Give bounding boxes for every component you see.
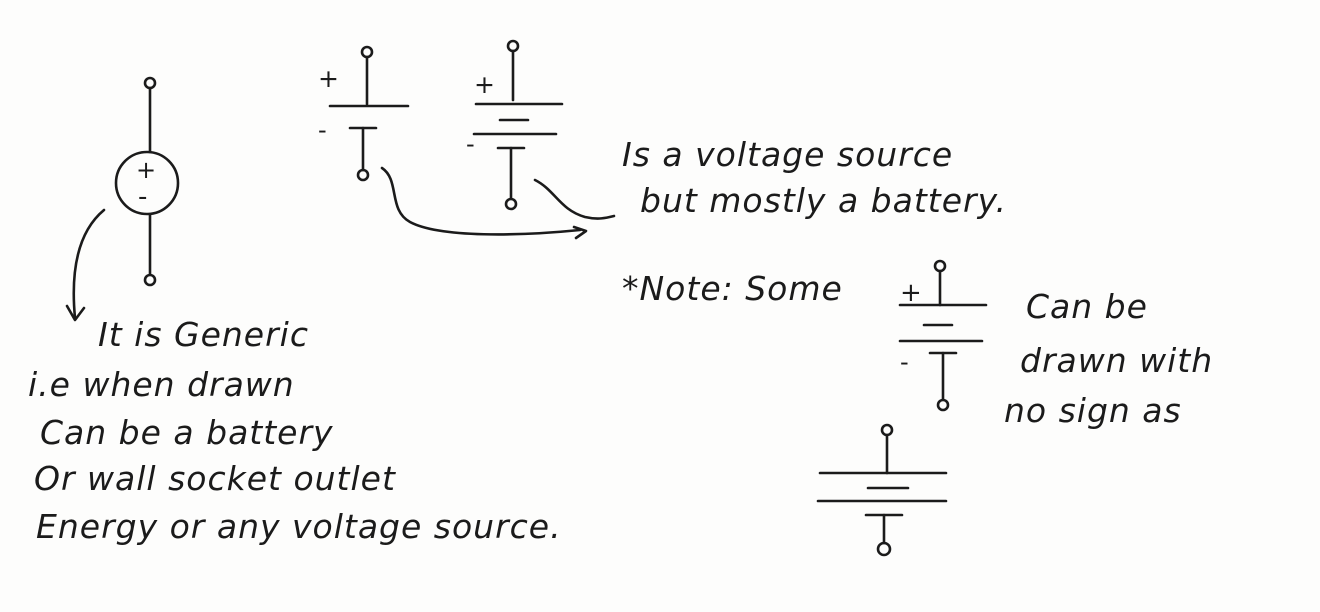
signed-note-line-2: drawn with — [1020, 341, 1214, 380]
battery-bracket — [370, 160, 630, 250]
unsigned-battery — [810, 415, 960, 565]
generic-note-line-5: Energy or any voltage source. — [36, 507, 562, 546]
signed-note-line-1: Can be — [1026, 287, 1148, 326]
generic-minus-sign: - — [138, 182, 148, 212]
multi-cell-minus-sign: - — [466, 130, 475, 158]
multi-cell-plus-sign: + — [474, 70, 495, 99]
generic-note-line-3: Can be a battery — [40, 413, 334, 452]
generic-plus-sign: + — [136, 156, 157, 184]
single-cell-plus-sign: + — [318, 64, 339, 93]
signed-note-line-3: no sign as — [1004, 391, 1182, 430]
battery-note-line-2: but mostly a battery. — [640, 181, 1008, 220]
single-cell-minus-sign: - — [318, 116, 327, 144]
note-battery-plus-sign: + — [900, 278, 922, 308]
battery-note-line-1: Is a voltage source — [622, 135, 954, 174]
signed-note-prefix: *Note: Some — [622, 269, 843, 308]
generic-arrow — [60, 200, 120, 330]
generic-note-line-1: It is Generic — [98, 315, 309, 354]
generic-note-line-4: Or wall socket outlet — [34, 459, 396, 498]
generic-note-line-2: i.e when drawn — [28, 365, 295, 404]
note-battery-minus-sign: - — [900, 348, 909, 376]
